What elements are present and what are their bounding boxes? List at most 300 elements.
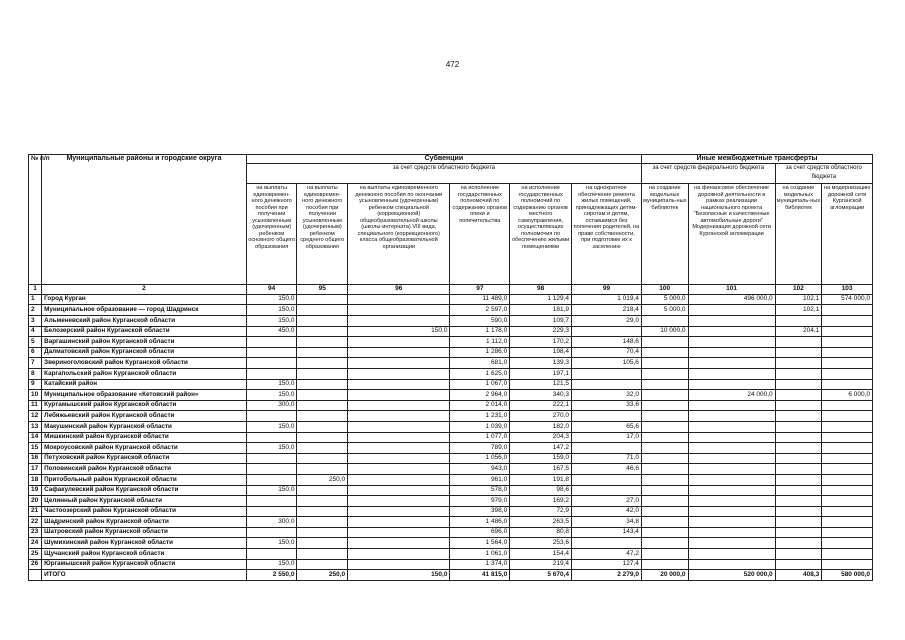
col-number: 99 (572, 285, 642, 294)
value-cell (641, 316, 688, 327)
value-cell (775, 549, 822, 560)
value-cell (822, 379, 873, 390)
value-cell: 33,6 (572, 400, 642, 411)
table-row (29, 294, 873, 305)
total-value: 20 000,0 (641, 570, 688, 581)
municipality-name: Альменевский район Курганской области (42, 316, 247, 327)
value-cell: 169,2 (510, 496, 572, 507)
table-row (29, 549, 873, 560)
value-cell (246, 506, 297, 517)
value-cell (572, 474, 642, 485)
table-row (29, 316, 873, 327)
value-cell (775, 517, 822, 528)
value-cell: 681,0 (450, 358, 510, 369)
value-cell (688, 421, 775, 432)
municipality-name: Каргапольский район Курганской области (42, 368, 247, 379)
value-cell (246, 358, 297, 369)
row-number: 6 (29, 347, 42, 358)
value-cell (641, 549, 688, 560)
row-number: 1 (29, 294, 42, 305)
col-number: 100 (641, 285, 688, 294)
total-value: 520 000,0 (688, 570, 775, 581)
table-row (29, 358, 873, 369)
value-cell (775, 538, 822, 549)
column-description: на выплаты единовремен-ного денежного пособия при получении усыновленным (удочеренным) ребенком среднего общего образования (297, 184, 348, 285)
value-cell: 270,0 (510, 411, 572, 422)
value-cell: 253,6 (510, 538, 572, 549)
value-cell: 34,8 (572, 517, 642, 528)
total-value: 2 550,0 (246, 570, 297, 581)
value-cell (641, 347, 688, 358)
value-cell (297, 358, 348, 369)
value-cell (775, 506, 822, 517)
value-cell (348, 496, 450, 507)
value-cell (688, 432, 775, 443)
value-cell (688, 559, 775, 570)
row-number: 19 (29, 485, 42, 496)
total-row (29, 570, 873, 581)
value-cell: 1 129,4 (510, 294, 572, 305)
value-cell: 150,0 (246, 559, 297, 570)
value-cell (822, 474, 873, 485)
value-cell (775, 379, 822, 390)
value-cell (246, 347, 297, 358)
value-cell (641, 443, 688, 454)
table-row (29, 474, 873, 485)
value-cell: 222,1 (510, 400, 572, 411)
row-number: 8 (29, 368, 42, 379)
value-cell (348, 358, 450, 369)
total-value: 2 279,0 (572, 570, 642, 581)
value-cell (572, 368, 642, 379)
row-number: 24 (29, 538, 42, 549)
value-cell (822, 453, 873, 464)
value-cell (246, 464, 297, 475)
municipality-name: Шумихинский район Курганской области (42, 538, 247, 549)
table-row (29, 421, 873, 432)
municipality-name: Куртамышский район Курганской области (42, 400, 247, 411)
value-cell: 574 000,0 (822, 294, 873, 305)
value-cell: 150,0 (246, 294, 297, 305)
value-cell: 105,6 (572, 358, 642, 369)
column-description: на выплаты единовременного денежного пособия по окончании усыновленным (удочеренным) ребенком специальной (коррекционной) общеобразовательной школы (школы-интерната) VIII вида, специального (коррекционного) класса общеобразовательной организации (348, 184, 450, 285)
value-cell: 1 286,0 (450, 347, 510, 358)
value-cell (822, 368, 873, 379)
value-cell (688, 326, 775, 337)
value-cell (775, 464, 822, 475)
row-number: 23 (29, 527, 42, 538)
value-cell (775, 474, 822, 485)
value-cell (641, 538, 688, 549)
value-cell (822, 527, 873, 538)
value-cell: 789,0 (450, 443, 510, 454)
value-cell (688, 400, 775, 411)
municipality-name: Шатровский район Курганской области (42, 527, 247, 538)
municipality-name: Половинский район Курганской области (42, 464, 247, 475)
value-cell (348, 443, 450, 454)
value-cell (641, 358, 688, 369)
value-cell (775, 443, 822, 454)
value-cell (297, 400, 348, 411)
col-number: 1 (29, 285, 42, 294)
row-number: 4 (29, 326, 42, 337)
value-cell (775, 496, 822, 507)
value-cell (246, 496, 297, 507)
value-cell: 182,0 (510, 421, 572, 432)
value-cell: 204,1 (775, 326, 822, 337)
table-row (29, 517, 873, 528)
column-description: на создание модельных муниципаль-ных библиотек (641, 184, 688, 285)
col-number: 102 (775, 285, 822, 294)
municipality-name: Щучанский район Курганской области (42, 549, 247, 560)
value-cell (348, 411, 450, 422)
municipality-name: Целинный район Курганской области (42, 496, 247, 507)
value-cell: 578,0 (450, 485, 510, 496)
value-cell: 150,0 (246, 390, 297, 401)
value-cell (775, 411, 822, 422)
value-cell: 170,2 (510, 337, 572, 348)
row-number: 18 (29, 474, 42, 485)
value-cell (641, 485, 688, 496)
value-cell: 150,0 (246, 443, 297, 454)
row-number: 15 (29, 443, 42, 454)
table-row (29, 432, 873, 443)
row-number: 21 (29, 506, 42, 517)
value-cell (775, 358, 822, 369)
value-cell (688, 538, 775, 549)
value-cell (775, 559, 822, 570)
value-cell (822, 538, 873, 549)
value-cell: 102,1 (775, 294, 822, 305)
value-cell (688, 506, 775, 517)
municipality-name: Белозерский район Курганской области (42, 326, 247, 337)
value-cell (297, 496, 348, 507)
value-cell (688, 496, 775, 507)
value-cell (297, 443, 348, 454)
value-cell (641, 379, 688, 390)
value-cell: 47,2 (572, 549, 642, 560)
value-cell: 143,4 (572, 527, 642, 538)
municipality-name: Шадринский район Курганской области (42, 517, 247, 528)
value-cell (822, 506, 873, 517)
value-cell (641, 411, 688, 422)
value-cell (641, 453, 688, 464)
value-cell: 496 000,0 (688, 294, 775, 305)
value-cell (348, 464, 450, 475)
value-cell (641, 464, 688, 475)
value-cell: 250,0 (297, 474, 348, 485)
value-cell (572, 538, 642, 549)
value-cell (641, 390, 688, 401)
value-cell (246, 337, 297, 348)
value-cell: 71,0 (572, 453, 642, 464)
municipality-name: Далматовский район Курганской области (42, 347, 247, 358)
column-description: на однократное обеспечение ремонта жилых помещений, принадлежащих детям-сиротам и детям, оставшимся без попечения родителей, на праве собственности, при подготовке их к заселению (572, 184, 642, 285)
value-cell (775, 316, 822, 327)
value-cell: 109,7 (510, 316, 572, 327)
value-cell (348, 294, 450, 305)
value-cell: 1 067,0 (450, 379, 510, 390)
value-cell (822, 421, 873, 432)
value-cell (297, 316, 348, 327)
value-cell (822, 411, 873, 422)
column-description: на финансовое обеспечение дорожной деятельности в рамках реализации национального проекта "Безопасные и качественные автомобильные дороги" Модернизация дорожной сети Курганской агломерации (688, 184, 775, 285)
value-cell: 219,4 (510, 559, 572, 570)
table-row (29, 538, 873, 549)
value-cell: 72,9 (510, 506, 572, 517)
row-number: 26 (29, 559, 42, 570)
value-cell (246, 453, 297, 464)
total-value: 150,0 (348, 570, 450, 581)
value-cell: 1 625,0 (450, 368, 510, 379)
value-cell: 102,1 (775, 305, 822, 316)
value-cell (348, 347, 450, 358)
value-cell (297, 559, 348, 570)
table-row (29, 368, 873, 379)
value-cell (822, 517, 873, 528)
value-cell: 121,5 (510, 379, 572, 390)
value-cell: 1 056,0 (450, 453, 510, 464)
header-subventions: Субвенции (246, 155, 641, 164)
value-cell (688, 316, 775, 327)
value-cell: 1 486,0 (450, 517, 510, 528)
value-cell (775, 421, 822, 432)
value-cell (572, 485, 642, 496)
row-number: 5 (29, 337, 42, 348)
value-cell (348, 453, 450, 464)
value-cell (246, 368, 297, 379)
value-cell (297, 517, 348, 528)
header-municipal: Муниципальные районы и городские округа (42, 155, 247, 285)
value-cell (822, 358, 873, 369)
value-cell (775, 485, 822, 496)
municipality-name: Юргамышский район Курганской области (42, 559, 247, 570)
col-number: 96 (348, 285, 450, 294)
column-description: на выплаты единовремен-ного денежного пособия при получении усыновленным (удочеренным) ребенком основного общего образования (246, 184, 297, 285)
value-cell: 70,4 (572, 347, 642, 358)
value-cell: 1 039,0 (450, 421, 510, 432)
value-cell: 98,6 (510, 485, 572, 496)
value-cell (822, 464, 873, 475)
value-cell (297, 421, 348, 432)
municipality-name: Сафакулевский район Курганской области (42, 485, 247, 496)
value-cell: 150,0 (246, 316, 297, 327)
value-cell (641, 474, 688, 485)
col-number: 103 (822, 285, 873, 294)
municipality-name: Катайский район (42, 379, 247, 390)
value-cell (641, 506, 688, 517)
value-cell (348, 474, 450, 485)
table-row (29, 379, 873, 390)
value-cell (246, 549, 297, 560)
row-number: 14 (29, 432, 42, 443)
value-cell (297, 326, 348, 337)
value-cell: 197,1 (510, 368, 572, 379)
column-description: на модернизацию дорожной сети Курганской агломерации (822, 184, 873, 285)
value-cell (348, 316, 450, 327)
value-cell (688, 485, 775, 496)
value-cell: 204,3 (510, 432, 572, 443)
row-number: 13 (29, 421, 42, 432)
value-cell (297, 411, 348, 422)
value-cell (297, 347, 348, 358)
table-row (29, 443, 873, 454)
value-cell (297, 294, 348, 305)
value-cell (348, 379, 450, 390)
value-cell: 590,0 (450, 316, 510, 327)
value-cell: 340,3 (510, 390, 572, 401)
value-cell (348, 559, 450, 570)
value-cell (246, 474, 297, 485)
total-empty-cell (29, 570, 42, 581)
value-cell: 198,4 (510, 347, 572, 358)
table-row (29, 496, 873, 507)
value-cell: 1 019,4 (572, 294, 642, 305)
value-cell: 5 000,0 (641, 294, 688, 305)
column-description: на исполнение государственных полномочий по содержанию органов местного самоуправления, осуществляющих полномочия по обеспечению жилыми помещениями (510, 184, 572, 285)
row-number: 20 (29, 496, 42, 507)
value-cell (348, 527, 450, 538)
value-cell: 24 000,0 (688, 390, 775, 401)
municipality-name: Петуховский район Курганской области (42, 453, 247, 464)
value-cell: 1 178,0 (450, 326, 510, 337)
table-row (29, 485, 873, 496)
value-cell (688, 474, 775, 485)
col-number: 2 (42, 285, 247, 294)
table-row (29, 400, 873, 411)
column-description: на исполнение государственных полномочий по содержанию органов опеки и попечительства (450, 184, 510, 285)
value-cell (688, 453, 775, 464)
value-cell (775, 453, 822, 464)
value-cell (688, 368, 775, 379)
value-cell (775, 432, 822, 443)
value-cell (297, 432, 348, 443)
value-cell (246, 411, 297, 422)
value-cell: 139,3 (510, 358, 572, 369)
value-cell (297, 538, 348, 549)
value-cell (822, 485, 873, 496)
value-cell (775, 400, 822, 411)
value-cell: 150,0 (246, 485, 297, 496)
value-cell (822, 347, 873, 358)
total-value: 408,3 (775, 570, 822, 581)
value-cell (775, 347, 822, 358)
municipality-name: Мокроусовский район Курганской области (42, 443, 247, 454)
value-cell (297, 390, 348, 401)
row-number: 10 (29, 390, 42, 401)
row-number: 11 (29, 400, 42, 411)
value-cell (688, 379, 775, 390)
value-cell (246, 527, 297, 538)
value-cell: 6 000,0 (822, 390, 873, 401)
value-cell: 150,0 (348, 326, 450, 337)
value-cell (775, 527, 822, 538)
value-cell (348, 485, 450, 496)
value-cell: 150,0 (246, 421, 297, 432)
col-number: 98 (510, 285, 572, 294)
value-cell: 32,0 (572, 390, 642, 401)
value-cell (688, 411, 775, 422)
column-description: на создание модельных муниципаль-ных библиотек (775, 184, 822, 285)
municipality-name: Варгашинский район Курганской области (42, 337, 247, 348)
value-cell (348, 305, 450, 316)
value-cell (297, 337, 348, 348)
header-regional-budget-2: за счет средств областного бюджета (775, 164, 872, 184)
value-cell (775, 390, 822, 401)
value-cell (688, 305, 775, 316)
header-no: № п/п (29, 155, 42, 285)
value-cell: 65,6 (572, 421, 642, 432)
value-cell: 1 077,0 (450, 432, 510, 443)
value-cell: 229,3 (510, 326, 572, 337)
value-cell: 191,8 (510, 474, 572, 485)
value-cell (775, 337, 822, 348)
value-cell (822, 305, 873, 316)
value-cell (822, 316, 873, 327)
table-row (29, 527, 873, 538)
value-cell: 150,0 (246, 379, 297, 390)
value-cell: 450,0 (246, 326, 297, 337)
header-other-transfers: Иные межбюджетные трансферты (641, 155, 872, 164)
value-cell: 696,0 (450, 527, 510, 538)
value-cell (688, 517, 775, 528)
value-cell: 159,0 (510, 453, 572, 464)
value-cell (246, 432, 297, 443)
value-cell: 167,5 (510, 464, 572, 475)
value-cell: 10 000,0 (641, 326, 688, 337)
value-cell (348, 517, 450, 528)
value-cell (822, 559, 873, 570)
value-cell (641, 496, 688, 507)
value-cell: 943,0 (450, 464, 510, 475)
value-cell: 29,0 (572, 316, 642, 327)
table-row (29, 411, 873, 422)
value-cell (641, 559, 688, 570)
table-row (29, 506, 873, 517)
value-cell (348, 432, 450, 443)
value-cell (297, 305, 348, 316)
total-value: 5 670,4 (510, 570, 572, 581)
value-cell: 300,0 (246, 517, 297, 528)
value-cell (297, 464, 348, 475)
col-number: 94 (246, 285, 297, 294)
value-cell (572, 379, 642, 390)
col-number: 95 (297, 285, 348, 294)
table-row (29, 347, 873, 358)
value-cell (822, 337, 873, 348)
municipality-name: Муниципальное образование «Кетовский район» (42, 390, 247, 401)
value-cell (688, 549, 775, 560)
total-value: 41 815,0 (450, 570, 510, 581)
row-number: 3 (29, 316, 42, 327)
value-cell: 147,2 (510, 443, 572, 454)
value-cell (641, 517, 688, 528)
value-cell: 1 112,0 (450, 337, 510, 348)
value-cell (297, 549, 348, 560)
table-row (29, 559, 873, 570)
row-number: 12 (29, 411, 42, 422)
value-cell (572, 443, 642, 454)
value-cell: 127,4 (572, 559, 642, 570)
row-number: 25 (29, 549, 42, 560)
value-cell (775, 368, 822, 379)
value-cell (822, 443, 873, 454)
value-cell (297, 453, 348, 464)
value-cell (297, 368, 348, 379)
table-row (29, 326, 873, 337)
value-cell: 1 231,0 (450, 411, 510, 422)
value-cell (641, 400, 688, 411)
